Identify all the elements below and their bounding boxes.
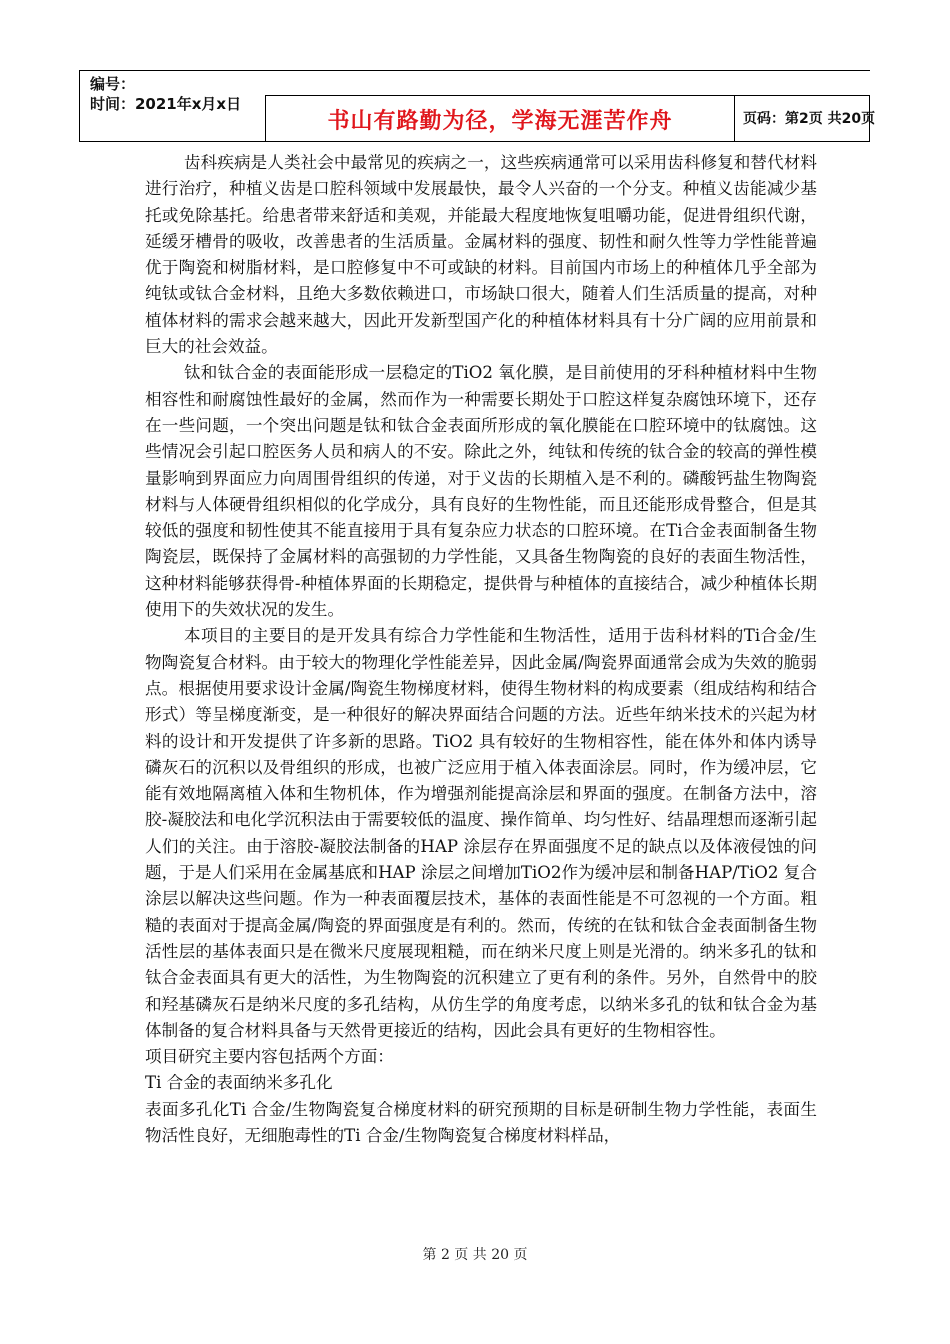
- body-paragraph: 表面多孔化Ti 合金/生物陶瓷复合梯度材料的研究预期的目标是研制生物力学性能，表面生物活性良好，无细胞毒性的Ti 合金/生物陶瓷复合梯度材料样品，: [145, 1099, 817, 1145]
- body-paragraph: 项目研究主要内容包括两个方面：: [145, 1047, 394, 1067]
- section-heading: Ti 合金的表面纳米多孔化: [145, 1073, 333, 1093]
- header-slogan-cell: [265, 95, 735, 141]
- body-paragraph: 本项目的主要目的是开发具有综合力学性能和生物活性，适用于齿科材料的Ti合金/生物陶瓷复合材料。由于较大的物理化学性能差异，因此金属/陶瓷界面通常会成为失效的脆弱点。根据使用要求设计金属/陶瓷生物梯度材料，使得生物材料的构成要素（组成结构和结合形式）等呈梯度渐变，是一种很好的解决界面结合问题的方法。近些年纳米技术的兴起为材料的设计和开发提供了许多新的思路。TiO2 具有较好的生物相容性，能在体外和体内诱导磷灰石的沉积以及骨组织的形成，也被广泛应用于植入体表面涂层。同时，作为缓冲层，它能有效地隔离植入体和生物机体，作为增强剂能提高涂层和界面的强度。在制备方法中，溶胶-凝胶法和电化学沉积法由于需要较低的温度、操作简单、均匀性好、结晶理想而逐渐引起人们的关注。由于溶胶-凝胶法制备的HAP 涂层存在界面强度不足的缺点以及体液侵蚀的问题，于是人们采用在金属基底和HAP 涂层之间增加TiO2作为缓冲层和制备HAP/TiO2 复合涂层以解决这些问题。作为一种表面覆层技术，基体的表面性能是不可忽视的一个方面。粗糙的表面对于提高金属/陶瓷的界面强度是有利的。然而，传统的在钛和钛合金表面制备生物活性层的基体表面只是在微米尺度展现粗糙，而在纳米尺度上则是光滑的。纳米多孔的钛和钛合金表面具有更大的活性，为生物陶瓷的沉积建立了更有利的条件。另外，自然骨中的胶和羟基磷灰石是纳米尺度的多孔结构，从仿生学的角度考虑，以纳米多孔的钛和钛合金为基体制备的复合材料具备与天然骨更接近的结构，因此会具有更好的生物相容性。: [145, 626, 817, 1040]
- body-paragraph: 齿科疾病是人类社会中最常见的疾病之一，这些疾病通常可以采用齿科修复和替代材料进行治疗，种植义齿是口腔科领域中发展最快，最令人兴奋的一个分支。种植义齿能减少基托或免除基托。给患者带来舒适和美观，并能最大程度地恢复咀嚼功能，促进骨组织代谢，延缓牙槽骨的吸收，改善患者的生活质量。金属材料的强度、韧性和耐久性等力学性能普遍优于陶瓷和树脂材料，是口腔修复中不可或缺的材料。目前国内市场上的种植体几乎全部为纯钛或钛合金材料，且绝大多数依赖进口，市场缺口很大，随着人们生活质量的提高，对种植体材料的需求会越来越大，因此开发新型国产化的种植体材料具有十分广阔的应用前景和巨大的社会效益。: [145, 153, 817, 357]
- header-slogan: 书山有路勤为径，学海无涯苦作舟: [327, 109, 673, 134]
- header-page-cell: [735, 95, 876, 141]
- header-page-info: 页码：第2页 共20页: [743, 111, 876, 127]
- header-info-cell: [79, 71, 266, 141]
- document-number-label: 编号：: [90, 75, 136, 93]
- page-footer: 第 2 页 共 20 页: [422, 1247, 528, 1263]
- body-paragraph: 钛和钛合金的表面能形成一层稳定的TiO2 氧化膜，是目前使用的牙科种植材料中生物相容性和耐腐蚀性最好的金属，然而作为一种需要长期处于口腔这样复杂腐蚀环境下，还存在一些问题，一个突出问题是钛和钛合金表面所形成的氧化膜能在口腔环境中的钛腐蚀。这些情况会引起口腔医务人员和病人的不安。除此之外，纯钛和传统的钛合金的较高的弹性模量影响到界面应力向周围骨组织的传递，对于义齿的长期植入是不利的。磷酸钙盐生物陶瓷材料与人体硬骨组织相似的化学成分，具有良好的生物性能，而且还能形成骨整合，但是其较低的强度和韧性使其不能直接用于具有复杂应力状态的口腔环境。在Ti合金表面制备生物陶瓷层，既保持了金属材料的高强韧的力学性能，又具备生物陶瓷的良好的表面生物活性，这种材料能够获得骨-种植体界面的长期稳定，提供骨与种植体的直接结合，减少种植体长期使用下的失效状况的发生。: [145, 363, 817, 620]
- document-date-label: 时间：2021年x月x日: [90, 95, 242, 113]
- page-header: [79, 70, 876, 142]
- document-body: [145, 150, 817, 1149]
